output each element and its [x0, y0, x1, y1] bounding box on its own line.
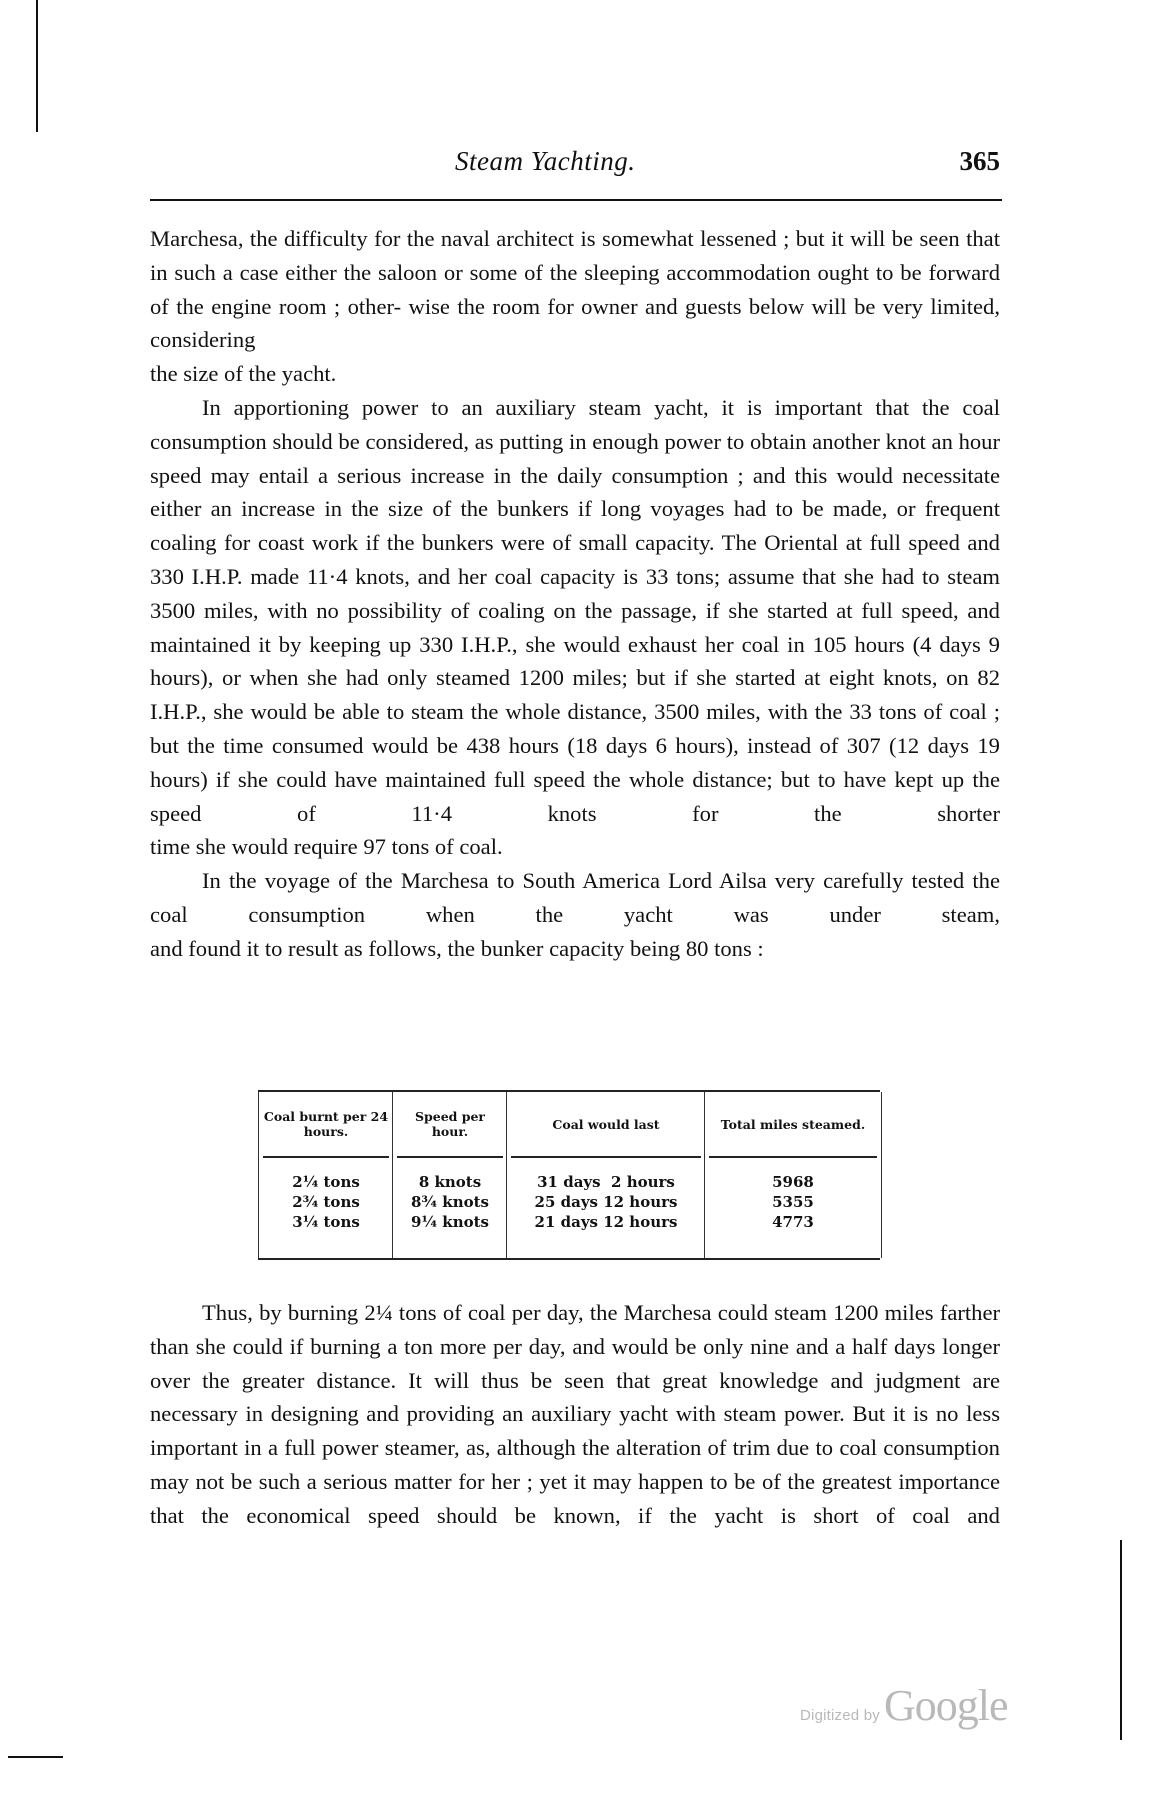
watermark-prefix: Digitized by — [800, 1707, 880, 1724]
paragraph: Thus, by burning 2¼ tons of coal per day, the Marchesa could steam 1200 miles farther than she could if burning a ton more per day, and would be only nine and a half days longer over the greater distance. It will thus be seen that great knowledge and judgment are necessary in designing and providing an auxiliary yacht with steam power. But it is no less important in a full power steamer, as, although the alteration of trim due to coal consumption may not be such a serious matter for her ; yet it may happen to be of the greatest importance that the economical speed should be known, if the yacht is short of coal and — [150, 1300, 1001, 1528]
table-column-coal-would-last — [506, 1092, 705, 1258]
running-head — [150, 146, 1000, 186]
table-cell: 9¼ knots — [411, 1213, 489, 1231]
scan-mark-bottom — [8, 1756, 63, 1758]
running-title: Steam Yachting. — [455, 146, 636, 176]
paragraph: Marchesa, the difficulty for the naval architect is somewhat lessened ; but it will be seen that in such a case either the saloon or some of the sleeping accommodation ought to be forward of the engine room ; other- wise the room for owner and guests below will be very limited, considering — [150, 226, 1001, 353]
table-cell: 25 days 12 hours — [534, 1193, 678, 1211]
text-block-after-table — [150, 1296, 1000, 1533]
table-cell: 3¼ tons — [292, 1213, 360, 1231]
table-header: Coal burnt per 24 hours. — [263, 1109, 389, 1139]
paragraph-end: time she would require 97 tons of coal. — [150, 834, 503, 860]
table-header: Total miles steamed. — [720, 1116, 866, 1132]
google-logo-text: Google — [883, 1681, 1008, 1730]
table-header-rule — [263, 1156, 389, 1158]
text-block-before-table — [150, 222, 1000, 966]
table-column-total-miles — [704, 1092, 882, 1258]
table-cell: 4773 — [772, 1213, 814, 1231]
table-header: Speed per hour. — [414, 1109, 486, 1139]
table-header-rule — [397, 1156, 503, 1158]
table-cell: 2¾ tons — [292, 1193, 360, 1211]
table-cell: 8¾ knots — [411, 1193, 489, 1211]
paragraph: In apportioning power to an auxiliary steam yacht, it is important that the coal consumption should be considered, as putting in enough power to obtain another knot an hour speed may entail a serious increase in the daily consumption ; and this would necessitate either an increase in the size of the bunkers if long voyages had to be made, or frequent coaling for coast work if the bunkers were of small capacity. The Oriental at full speed and 330 I.H.P. made 11·4 knots, and her coal capacity is 33 tons; assume that she had to steam 3500 miles, with no possibility of coaling on the passage, if she started at full speed, and maintained it by keeping up 330 I.H.P., she would exhaust her coal in 105 hours (4 days 9 hours), or when she had only steamed 1200 miles; but if she started at eight knots, on 82 I.H.P., she would be able to steam the whole distance, 3500 miles, with the 33 tons of coal ; but the time consumed would be 438 hours (18 days 6 hours), instead of 307 (12 days 19 hours) if she could have maintained full speed the whole distance; but to have kept up the speed of 11·4 knots for the shorter — [150, 394, 1001, 826]
paragraph: In the voyage of the Marchesa to South America Lord Ailsa very carefully tested the coal consumption when the yacht was under steam, — [150, 868, 1000, 927]
table-column-coal-burnt — [258, 1092, 393, 1258]
table-cell: 21 days 12 hours — [534, 1213, 678, 1231]
digitized-by-watermark — [800, 1680, 1007, 1731]
table-cell: 8 knots — [418, 1173, 482, 1191]
scan-edge-right — [1120, 1540, 1122, 1740]
table-header: Coal would last — [552, 1116, 660, 1132]
table-cell: 5355 — [772, 1193, 814, 1211]
paragraph-end: and found it to result as follows, the bunker capacity being 80 tons : — [150, 935, 764, 961]
table-cell: 5968 — [772, 1173, 814, 1191]
coal-consumption-table — [258, 1090, 880, 1260]
table-header-rule — [709, 1156, 877, 1158]
table-header-rule — [511, 1156, 701, 1158]
scan-edge-left — [36, 0, 38, 132]
page-number: 365 — [959, 146, 1000, 176]
header-rule — [150, 199, 1002, 201]
paragraph-end: the size of the yacht. — [150, 361, 337, 387]
table-cell: 31 days 2 hours — [537, 1173, 675, 1191]
table-cell: 2¼ tons — [292, 1173, 360, 1191]
table-column-speed — [392, 1092, 507, 1258]
